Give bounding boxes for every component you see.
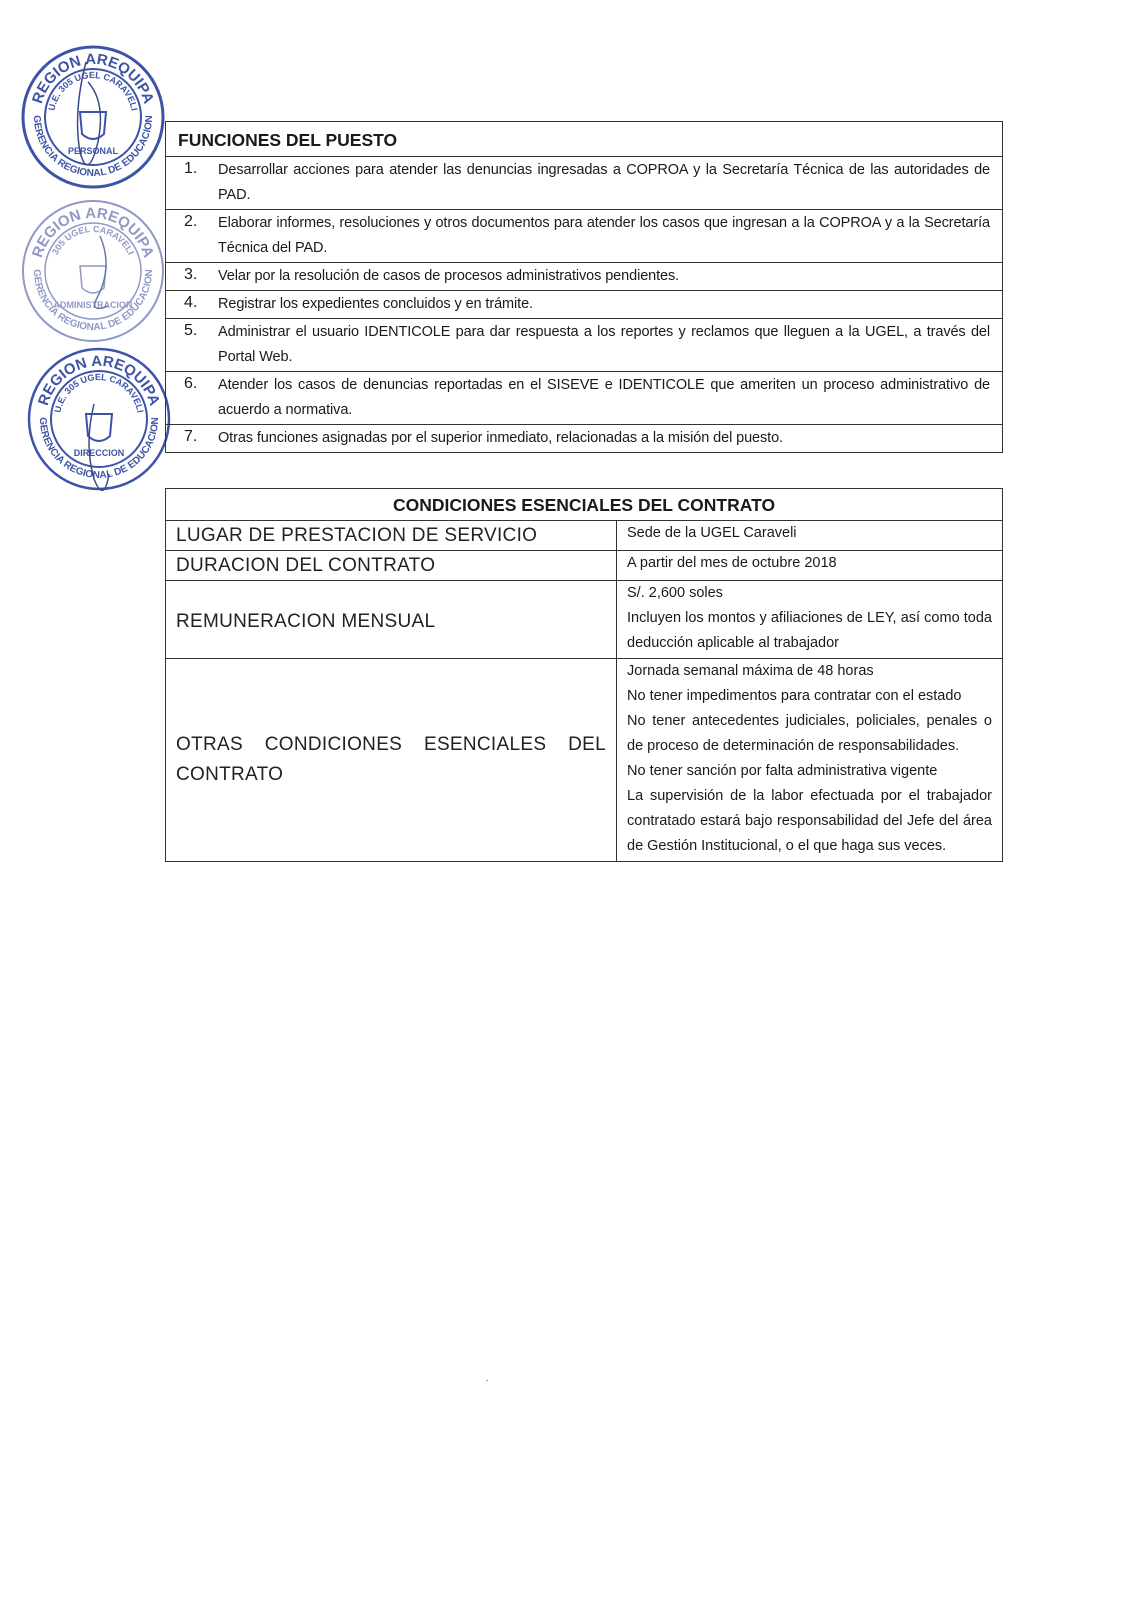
stamp-office-text: DIRECCION: [73, 448, 125, 458]
funcion-row: [166, 291, 1003, 319]
seal-stamp-personal: [18, 42, 168, 192]
remuneracion-amount: S/. 2,600 soles: [627, 585, 723, 601]
stamp-bottom-text: GERENCIA REGIONAL DE EDUCACION: [30, 115, 156, 180]
otras-value-item: No tener antecedentes judiciales, policiales, penales o de proceso de determinación de responsabilidades.: [627, 713, 992, 754]
scan-speck: [486, 1380, 488, 1381]
funcion-row: [166, 210, 1003, 263]
funcion-text: Administrar el usuario IDENTICOLE para dar respuesta a los reportes y reclamos que lleguen a la UGEL, a través del Portal Web.: [216, 319, 1003, 372]
otras-label: OTRAS CONDICIONES ESENCIALES DEL CONTRATO: [166, 659, 617, 862]
condicion-row-lugar: [166, 521, 1003, 551]
funcion-number: 4.: [166, 291, 217, 319]
lugar-label: LUGAR DE PRESTACION DE SERVICIO: [166, 521, 617, 551]
otras-values: [617, 659, 1003, 862]
funcion-text: Registrar los expedientes concluidos y en trámite.: [216, 291, 1003, 319]
condicion-row-otras: [166, 659, 1003, 862]
otras-value-item: No tener impedimentos para contratar con el estado: [627, 688, 962, 704]
funcion-row: [166, 157, 1003, 210]
stamp-office-text: ADMINISTRACION: [53, 300, 133, 310]
funcion-text: Velar por la resolución de casos de procesos administrativos pendientes.: [216, 263, 1003, 291]
funcion-number: 7.: [166, 425, 217, 453]
stamp-inner-text: U.E. 305 UGEL CARAVELI: [52, 371, 146, 414]
remuneracion-value: [617, 581, 1003, 659]
funcion-text: Otras funciones asignadas por el superior inmediato, relacionadas a la misión del puesto.: [216, 425, 1003, 453]
condicion-row-duracion: [166, 551, 1003, 581]
funcion-number: 2.: [166, 210, 217, 263]
seal-stamp-direccion: [24, 344, 174, 494]
remuneracion-label: REMUNERACION MENSUAL: [166, 581, 617, 659]
funcion-row: [166, 263, 1003, 291]
duracion-value: A partir del mes de octubre 2018: [617, 551, 1003, 581]
stamp-top-text: REGION AREQUIPA: [28, 204, 158, 260]
funciones-title: FUNCIONES DEL PUESTO: [166, 122, 1003, 157]
funcion-number: 5.: [166, 319, 217, 372]
otras-value-item: La supervisión de la labor efectuada por el trabajador contratado estará bajo responsabilidad del Jefe del área de Gestión Institucional, o el que haga sus veces.: [627, 788, 992, 854]
funcion-text: Elaborar informes, resoluciones y otros documentos para atender los casos que ingresan a la COPROA y a la Secretaría Técnica del PAD.: [216, 210, 1003, 263]
stamp-office-text: PERSONAL: [67, 146, 119, 156]
stamp-top-text: REGION AREQUIPA: [28, 50, 158, 106]
condiciones-table: [165, 488, 1003, 862]
funcion-number: 1.: [166, 157, 217, 210]
stamp-bottom-text: GERENCIA REGIONAL DE EDUCACION: [30, 269, 156, 334]
remuneracion-detail: Incluyen los montos y afiliaciones de LEY, así como toda deducción aplicable al trabajador: [627, 610, 992, 651]
funcion-row: [166, 425, 1003, 453]
funcion-text: Atender los casos de denuncias reportadas en el SISEVE e IDENTICOLE que ameriten un proceso administrativo de acuerdo a normativa.: [216, 372, 1003, 425]
stamp-inner-text: U.E. 305 UGEL CARAVELI: [46, 69, 140, 112]
funcion-text: Desarrollar acciones para atender las denuncias ingresadas a COPROA y la Secretaría Técnica de las autoridades de PAD.: [216, 157, 1003, 210]
stamp-inner-text: 305 UGEL CARAVELI: [50, 223, 137, 257]
funcion-number: 3.: [166, 263, 217, 291]
funciones-table: [165, 121, 1003, 453]
lugar-value: Sede de la UGEL Caraveli: [617, 521, 1003, 551]
duracion-label: DURACION DEL CONTRATO: [166, 551, 617, 581]
funcion-row: [166, 372, 1003, 425]
stamp-bottom-text: GERENCIA REGIONAL DE EDUCACION: [36, 417, 162, 482]
condiciones-title: CONDICIONES ESENCIALES DEL CONTRATO: [166, 489, 1003, 521]
condicion-row-remuneracion: [166, 581, 1003, 659]
otras-value-item: Jornada semanal máxima de 48 horas: [627, 663, 874, 679]
funcion-number: 6.: [166, 372, 217, 425]
seal-stamp-administracion: [18, 196, 168, 346]
funcion-row: [166, 319, 1003, 372]
otras-value-item: No tener sanción por falta administrativa vigente: [627, 763, 938, 779]
stamp-top-text: REGION AREQUIPA: [34, 352, 164, 408]
